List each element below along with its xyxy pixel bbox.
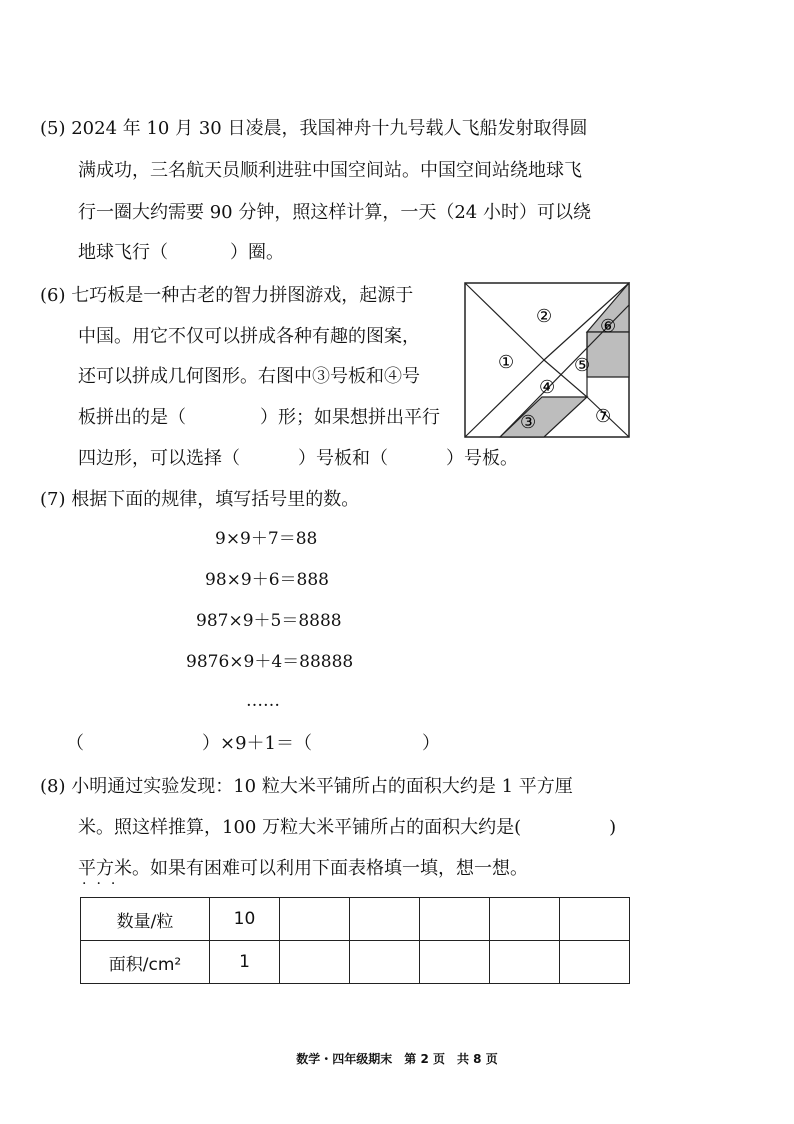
q6-line-5-c: ）号板。 <box>446 448 518 469</box>
table-cell[interactable] <box>350 898 420 941</box>
tangram-label-4: ④ <box>539 377 556 398</box>
tangram-label-1: ① <box>498 352 515 373</box>
tangram-piece-5 <box>587 332 629 377</box>
q7-last-line <box>66 733 440 755</box>
table-cell: 10 <box>210 898 280 941</box>
q5-line-4-suffix: ）圈。 <box>230 242 284 263</box>
q7-equation-1: 9×9＋7＝88 <box>215 529 318 549</box>
q6-line-5-b: ）号板和（ <box>298 448 388 469</box>
q7-open-paren: （ <box>66 733 84 754</box>
q8-line-2 <box>78 817 616 839</box>
table-cell[interactable] <box>280 941 350 984</box>
tangram-figure <box>464 282 630 438</box>
q8-line-2-suffix: ) <box>609 817 617 838</box>
table-cell[interactable] <box>280 898 350 941</box>
tangram-label-6: ⑥ <box>600 316 617 337</box>
q6-line-2: 中国。用它不仅可以拼成各种有趣的图案， <box>78 326 420 347</box>
table-cell[interactable] <box>350 941 420 984</box>
q7-equation-4: 9876×9＋4＝88888 <box>186 652 354 672</box>
page-footer: 数学・四年级期末 第 2 页 共 8 页 <box>296 1052 498 1066</box>
q6-line-5-a: 四边形，可以选择（ <box>78 448 240 469</box>
q5-line-4-prefix: 地球飞行（ <box>78 242 168 263</box>
q8-line-1: (8) 小明通过实验发现：10 粒大米平铺所占的面积大约是 1 平方厘 <box>40 776 573 797</box>
table-header-quantity: 数量/粒 <box>81 898 210 941</box>
rice-table <box>80 897 630 984</box>
tangram-label-2: ② <box>536 306 553 327</box>
q5-line-3: 行一圈大约需要 90 分钟，照这样计算，一天（24 小时）可以绕 <box>78 202 591 223</box>
q6-line-4 <box>78 407 440 429</box>
q6-line-4-suffix: ）形；如果想拼出平行 <box>260 407 440 428</box>
q6-line-3: 还可以拼成几何图形。右图中③号板和④号 <box>78 366 420 387</box>
q5-line-1: (5) 2024 年 10 月 30 日凌晨，我国神舟十九号载人飞船发射取得圆 <box>40 118 588 139</box>
q7-mid: ）×9＋1＝（ <box>202 733 312 754</box>
q7-ellipsis: …… <box>246 691 280 711</box>
table-cell[interactable] <box>560 898 630 941</box>
q7-title: (7) 根据下面的规律，填写括号里的数。 <box>40 489 360 510</box>
table-cell[interactable] <box>490 898 560 941</box>
q7-equation-3: 987×9＋5＝8888 <box>196 611 342 631</box>
table-cell[interactable] <box>560 941 630 984</box>
table-cell[interactable] <box>490 941 560 984</box>
table-cell[interactable] <box>420 898 490 941</box>
table-row <box>81 898 630 941</box>
emphasis-dots: ··· <box>82 876 126 892</box>
q7-equation-2: 98×9＋6＝888 <box>205 570 329 590</box>
q6-line-4-prefix: 板拼出的是（ <box>78 407 186 428</box>
table-row <box>81 941 630 984</box>
tangram-label-3: ③ <box>520 412 537 433</box>
q8-line-2-prefix: 米。照这样推算，100 万粒大米平铺所占的面积大约是( <box>78 817 522 838</box>
q7-close-paren: ） <box>422 733 440 754</box>
q6-line-1: (6) 七巧板是一种古老的智力拼图游戏，起源于 <box>40 285 414 306</box>
q5-line-2: 满成功，三名航天员顺利进驻中国空间站。中国空间站绕地球飞 <box>78 160 582 181</box>
table-header-area: 面积/cm² <box>81 941 210 984</box>
table-cell: 1 <box>210 941 280 984</box>
table-cell[interactable] <box>420 941 490 984</box>
q5-line-4 <box>78 242 284 264</box>
tangram-label-5: ⑤ <box>574 355 591 376</box>
q6-line-5 <box>78 448 518 470</box>
q8-line-3: 平方米。如果有困难可以利用下面表格填一填，想一想。 <box>78 858 528 879</box>
tangram-label-7: ⑦ <box>595 406 612 427</box>
